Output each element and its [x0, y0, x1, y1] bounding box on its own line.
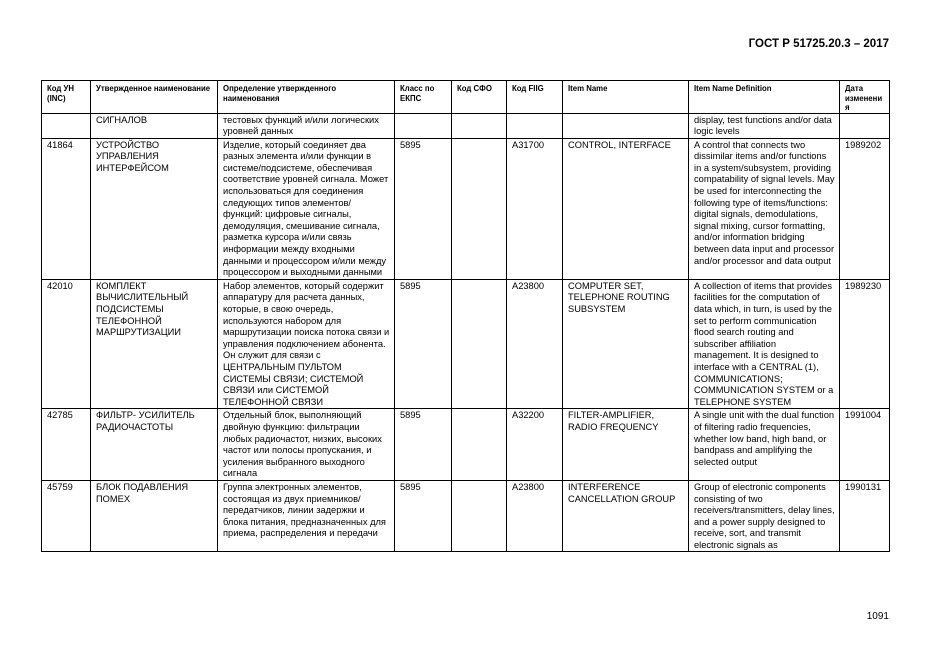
header-sfo-code: Код СФО [452, 81, 507, 114]
header-change-date: Дата изменения [840, 81, 890, 114]
table-row [42, 138, 890, 279]
cell-fiig-code [507, 113, 563, 138]
cell-sfo-code [452, 279, 507, 409]
cell-approved-name: УСТРОЙСТВО УПРАВЛЕНИЯ ИНТЕРФЕЙСОМ [91, 138, 218, 279]
cell-change-date: 1991004 [840, 409, 890, 481]
header-inc-code: Код УН (INC) [42, 81, 91, 114]
cell-fiig-code: A32200 [507, 409, 563, 481]
header-fiig-code: Код FIIG [507, 81, 563, 114]
cell-name-definition: Отдельный блок, выполняющий двойную функцию: фильтрации любых радиочастот, низких, высоких частот или полосы пропускания, и усиления выбранного выходного сигнала [218, 409, 395, 481]
cell-sfo-code [452, 113, 507, 138]
cell-sfo-code [452, 409, 507, 481]
cell-name-definition: Изделие, который соединяет два разных элемента и/или функции в системе/подсистеме, обеспечивая соответствие уровней сигнала. Может использоваться для соединения следующих типов элементов/функций: цифровые сигналы, демодуляция, смешивание сигнала, разметка курсора и/или связь информации между входными данными и процессором и/или между процессором и выходными данными [218, 138, 395, 279]
table-header-row [42, 81, 890, 114]
document-id: ГОСТ Р 51725.20.3 – 2017 [748, 38, 889, 50]
cell-item-name-definition: A single unit with the dual function of filtering radio frequencies, whether low band, high band, or bandpass and amplifying the selected output [689, 409, 840, 481]
cell-fiig-code: A23800 [507, 480, 563, 552]
cell-sfo-code [452, 138, 507, 279]
cell-ekps-class [395, 113, 452, 138]
cell-change-date: 1989230 [840, 279, 890, 409]
table-row [42, 113, 890, 138]
cell-item-name: INTERFERENCE CANCELLATION GROUP [563, 480, 689, 552]
table-row [42, 480, 890, 552]
cell-item-name-definition: A control that connects two dissimilar items and/or functions in a system/subsystem, providing compatability of signal levels. May be used for interconnecting the following type of items/functions: digital signals, demodulations, signal mixing, cursor formatting, and/or information bridging between data input and processor and/or processor and data output [689, 138, 840, 279]
page-number: 1091 [866, 611, 889, 622]
cell-ekps-class: 5895 [395, 279, 452, 409]
cell-change-date: 1989202 [840, 138, 890, 279]
cell-name-definition: Набор элементов, который содержит аппаратуру для расчета данных, которые, в свою очередь, используются набором для маршрутизации поиска потока связи и управления подключением абонента. Он служит для связи с ЦЕНТРАЛЬНЫМ ПУЛЬТОМ СИСТЕМЫ СВЯЗИ; СИСТЕМОЙ СВЯЗИ или СИСТЕМОЙ ТЕЛЕФОННОЙ СВЯЗИ [218, 279, 395, 409]
cell-name-definition: Группа электронных элементов, состоящая из двух приемников/передатчиков, линии задержки и блока питания, предназначенных для приема, распределения и передачи [218, 480, 395, 552]
cell-inc-code: 45759 [42, 480, 91, 552]
cell-item-name-definition: A collection of items that provides facilities for the computation of data which, in turn, is used by the set to perform communication flood search routing and subscriber affiliation management. It is designed to interface with a CENTRAL (1), COMMUNICATIONS; COMMUNICATION SYSTEM or a TELEPHONE SYSTEM [689, 279, 840, 409]
cell-ekps-class: 5895 [395, 138, 452, 279]
header-item-name-definition: Item Name Definition [689, 81, 840, 114]
cell-item-name: COMPUTER SET, TELEPHONE ROUTING SUBSYSTEM [563, 279, 689, 409]
table-row [42, 409, 890, 481]
catalog-table [41, 80, 890, 552]
header-ekps-class: Класс по ЕКПС [395, 81, 452, 114]
cell-change-date [840, 113, 890, 138]
cell-ekps-class: 5895 [395, 480, 452, 552]
cell-item-name-definition: Group of electronic components consisting of two receivers/transmitters, delay lines, and a power supply designed to receive, sort, and transmit electronic signals as [689, 480, 840, 552]
cell-inc-code: 41864 [42, 138, 91, 279]
cell-inc-code: 42010 [42, 279, 91, 409]
cell-item-name: CONTROL, INTERFACE [563, 138, 689, 279]
cell-sfo-code [452, 480, 507, 552]
header-name-definition: Определение утвержденного наименования [218, 81, 395, 114]
cell-ekps-class: 5895 [395, 409, 452, 481]
cell-item-name-definition: display, test functions and/or data logic levels [689, 113, 840, 138]
cell-item-name [563, 113, 689, 138]
cell-approved-name: КОМПЛЕКТ ВЫЧИСЛИТЕЛЬНЫЙ ПОДСИСТЕМЫ ТЕЛЕФОННОЙ МАРШРУТИЗАЦИИ [91, 279, 218, 409]
cell-change-date: 1990131 [840, 480, 890, 552]
cell-approved-name: БЛОК ПОДАВЛЕНИЯ ПОМЕХ [91, 480, 218, 552]
cell-inc-code: 42785 [42, 409, 91, 481]
cell-fiig-code: A31700 [507, 138, 563, 279]
header-item-name: Item Name [563, 81, 689, 114]
cell-fiig-code: A23800 [507, 279, 563, 409]
cell-inc-code [42, 113, 91, 138]
header-approved-name: Утвержденное наименование [91, 81, 218, 114]
cell-approved-name: СИГНАЛОВ [91, 113, 218, 138]
cell-item-name: FILTER-AMPLIFIER, RADIO FREQUENCY [563, 409, 689, 481]
table-row [42, 279, 890, 409]
cell-name-definition: тестовых функций и/или логических уровней данных [218, 113, 395, 138]
cell-approved-name: ФИЛЬТР- УСИЛИТЕЛЬ РАДИОЧАСТОТЫ [91, 409, 218, 481]
